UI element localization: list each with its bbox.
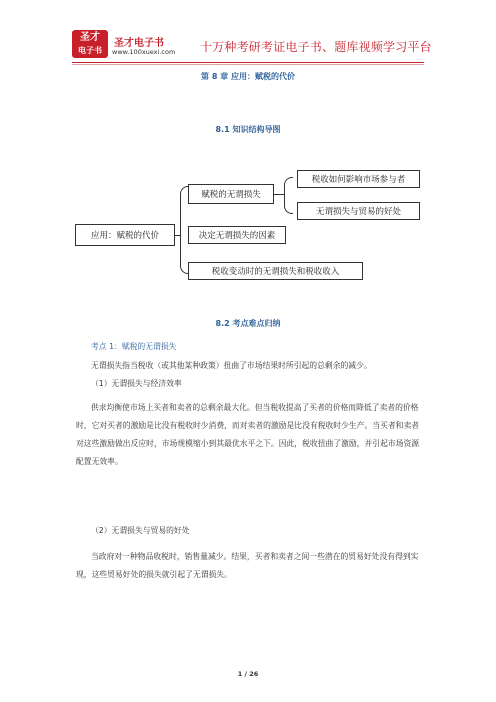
logo-line2: 电子书: [78, 46, 102, 55]
page-number: 1 / 26: [237, 670, 259, 678]
section-title-mindmap: 8.1 知识结构导图: [215, 125, 281, 134]
mindmap-node-tax-changes: [188, 262, 363, 280]
paragraph-efficiency: 供求均衡使市场上买者和卖者的总剩余最大化。但当税收提高了买者的价格而降低了卖者的价格时，它对买者的激励是比没有税收时少消费，而对卖者的激励是比没有税收时少生产。当买者和卖者对这些激励做出反应时，市场规模缩小到其最优水平之下。因此，税收扭曲了激励，并引起市场资源配置无效率。: [76, 403, 420, 466]
section-title-key-points: 8.2 考点难点归纳: [215, 319, 281, 328]
mindmap-brace: [284, 177, 293, 214]
brand-url[interactable]: www.100xuexi.com: [112, 48, 176, 56]
brand-logo: [72, 30, 108, 58]
mindmap-node-label: 决定无谓损失的因素: [198, 231, 276, 241]
subheading-efficiency: （1）无谓损失与经济效率: [91, 379, 182, 388]
subheading-trade-gains: （2）无谓损失与贸易的好处: [91, 526, 190, 535]
mindmap-root-label: 应用：赋税的代价: [90, 231, 159, 241]
mindmap-node-deadweight-loss: [188, 184, 274, 204]
paragraph-definition: 无谓损失指当税收（或其他某种政策）扭曲了市场结果时所引起的总剩余的减少。: [91, 361, 372, 370]
mindmap-root-node: [75, 224, 175, 246]
mindmap-node-label: 无谓损失与贸易的好处: [315, 207, 401, 217]
mindmap-node-label: 税收如何影响市场参与者: [311, 175, 406, 185]
mindmap-brace: [180, 186, 189, 274]
mindmap-connector: [274, 194, 284, 195]
mindmap-node-determinants: [188, 226, 286, 244]
mindmap-connector: [175, 235, 180, 236]
header-tagline: 十万种考研考证电子书、题库视频学习平台: [200, 40, 432, 54]
logo-line1: 圣才: [80, 32, 100, 43]
topic-heading: 考点 1：赋税的无谓损失: [91, 342, 177, 351]
mindmap-node-label: 税收变动时的无谓损失和税收收入: [211, 267, 340, 277]
header-divider: [72, 62, 424, 63]
paragraph-trade-gains: 当政府对一种物品收税时，销售量减少。结果，买者和卖者之间一些潜在的贸易好处没有得到实现，这些贸易好处的损失就引起了无谓损失。: [76, 552, 419, 579]
mindmap-node-label: 赋税的无谓损失: [201, 190, 261, 200]
mindmap-node-trade-gains: [297, 202, 420, 220]
mindmap-node-tax-participants: [297, 170, 420, 188]
chapter-title: 第 8 章 应用：赋税的代价: [201, 72, 295, 81]
brand-name: 圣才电子书: [114, 38, 164, 49]
header-divider-thin: [72, 64, 424, 65]
